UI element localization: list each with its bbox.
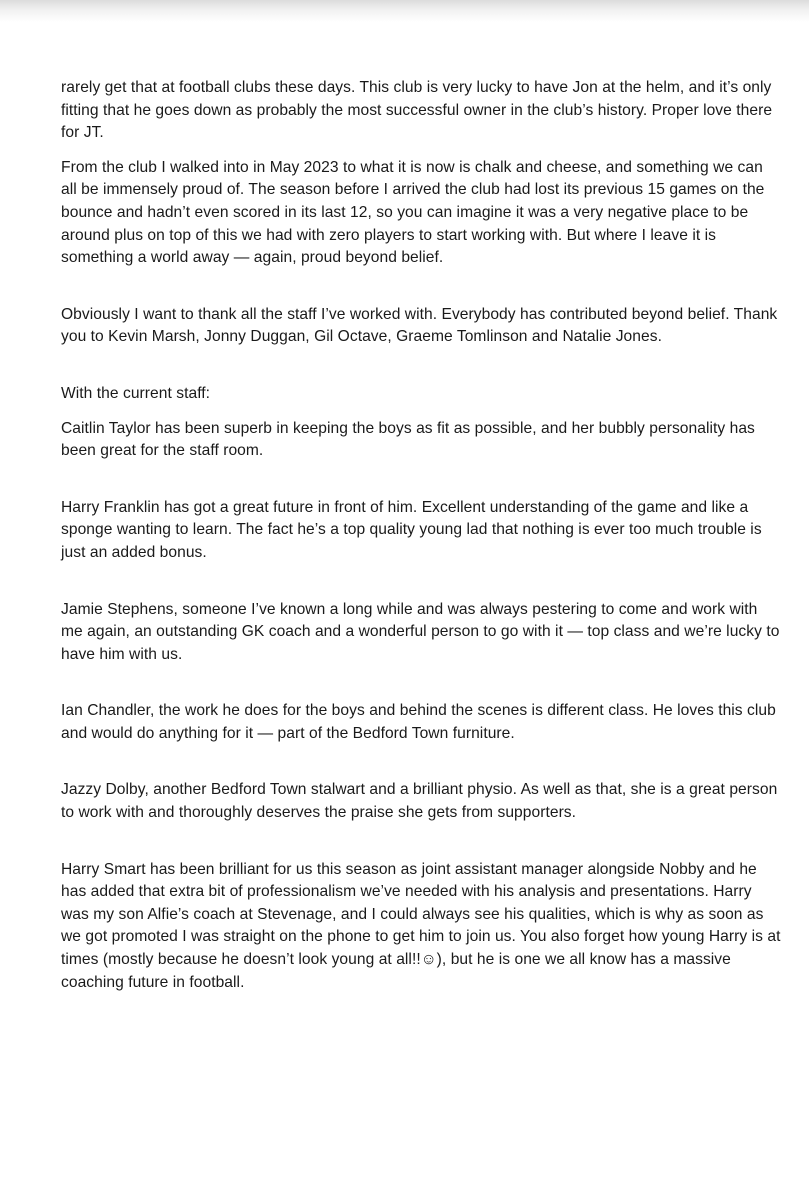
paragraph-ian-chandler: Ian Chandler, the work he does for the boys and behind the scenes is different class. He loves this club and would do anything for it — part of the Bedford Town furniture. bbox=[61, 702, 776, 742]
paragraph-jamie-stephens: Jamie Stephens, someone I’ve known a long while and was always pestering to come and work with me again, an outstanding GK coach and a wonderful person to go with it — top class and we’re lucky to have him with us. bbox=[61, 600, 780, 663]
letter-page bbox=[61, 77, 781, 994]
paragraph-club-progress: From the club I walked into in May 2023 to what it is now is chalk and cheese, and something we can all be immensely proud of. The season before I arrived the club had lost its previous 15 games on the bounce and hadn’t even scored in its last 12, so you can imagine it was a very negative place to be around plus on top of this we had with zero players to start working with. But where I leave it is something a world away — again, proud beyond belief. bbox=[61, 158, 765, 267]
paragraph-jazzy-dolby: Jazzy Dolby, another Bedford Town stalwart and a brilliant physio. As well as that, she is a great person to work with and thoroughly deserves the praise she gets from supporters. bbox=[61, 781, 778, 822]
paragraph-harry-smart: Harry Smart has been brilliant for us this season as joint assistant manager alongside Nobby and he has added that extra bit of professionalism we’ve needed with his analysis and presentations. Harry was my son Alfie’s coach at Stevenage, and I could always see his qualities, which is why as soon as we got promoted I was straight on the phone to get him to join us. You also forget how young Harry is at times (mostly because he doesn’t look young at all!!☺), but he is one we all know has a massive coaching future in football. bbox=[61, 860, 781, 991]
page-top-edge-shadow bbox=[0, 0, 809, 22]
paragraph-staff-thanks: Obviously I want to thank all the staff I’ve worked with. Everybody has contributed beyond belief. Thank you to Kevin Marsh, Jonny Duggan, Gil Octave, Graeme Tomlinson and Natalie Jones. bbox=[61, 305, 778, 346]
paragraph-owner-tribute: rarely get that at football clubs these days. This club is very lucky to have Jon at the helm, and it’s only fitting that he goes down as probably the most successful owner in the club’s history. Proper love there for JT. bbox=[61, 79, 773, 142]
paragraph-current-staff-heading: With the current staff: bbox=[61, 384, 211, 402]
paragraph-harry-franklin: Harry Franklin has got a great future in front of him. Excellent understanding of the game and like a sponge wanting to learn. The fact he’s a top quality young lad that nothing is ever too much trouble is just an added bonus. bbox=[61, 498, 762, 561]
paragraph-caitlin-taylor: Caitlin Taylor has been superb in keeping the boys as fit as possible, and her bubbly personality has been great for the staff room. bbox=[61, 419, 755, 460]
